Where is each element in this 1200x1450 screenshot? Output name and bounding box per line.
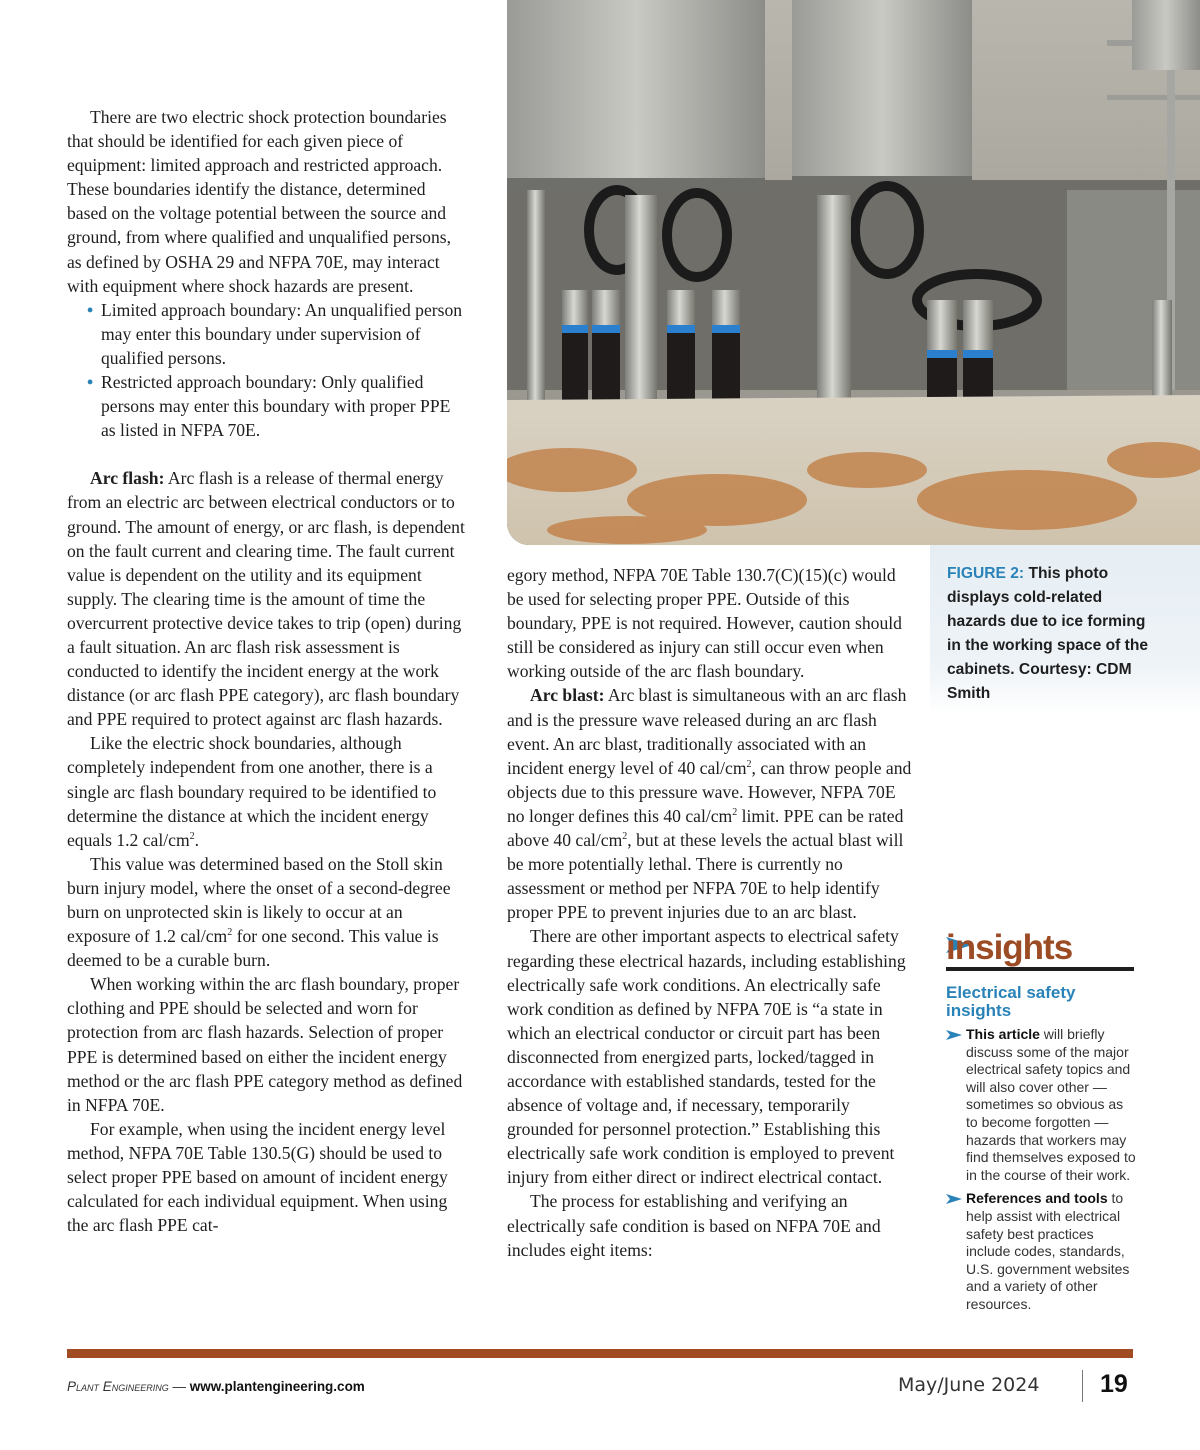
figure-caption-text: This photo displays cold-related hazards due to ice forming in the working space of the cabinets. Courtesy: CDM Smith — [947, 565, 1149, 702]
insights-sidebar — [946, 928, 1136, 1314]
paragraph-text: , but at these levels the actual blast will be more potentially lethal. There is currently no assessment or method per NFPA 70E to help identify proper PPE to prevent injuries due to an arc blast. — [507, 830, 904, 923]
insights-item — [946, 1026, 1136, 1184]
figure-label: FIGURE 2: — [947, 565, 1025, 582]
paragraph-text: Arc flash is a release of thermal energy from an electric arc between electrical conductors or to ground. The amount of energy, or arc flash, is dependent on the fault current and clearing time. The fault current value is dependent on the utility and its equipment supply. The clearing time is the amount of time the overcurrent protective device takes to trip (open) during a fault situation. An arc flash risk assessment is conducted to identify the incident energy at the work distance (or arc flash PPE category), arc flash boundary and PPE required to protect against arc flash hazards. — [67, 468, 465, 730]
paragraph: The process for establishing and verifying an electrically safe condition is based on NFPA 70E and includes eight items: — [507, 1191, 881, 1260]
footer-separator — [1082, 1370, 1083, 1402]
issue-date: May/June 2024 — [898, 1374, 1040, 1396]
footer-publication — [67, 1379, 365, 1394]
insights-header — [946, 928, 1136, 970]
insights-title: insights — [946, 928, 1073, 967]
arrow-icon — [946, 1030, 962, 1040]
paragraph-text: limit. PPE can be rated above 40 cal/cm — [507, 805, 904, 851]
left-text-column — [67, 105, 469, 1237]
paragraph: egory method, NFPA 70E Table 130.7(C)(15)(c) would be used for selecting proper PPE. Outside of this boundary, PPE is not required. However, caution should still be considered as injury can still occur even when working outside of the arc flash boundary. — [507, 565, 902, 682]
figure-caption — [947, 562, 1157, 706]
paragraph-text: for one second. This value is deemed to be a curable burn. — [67, 926, 439, 971]
insights-item-lead: References and tools — [966, 1190, 1108, 1207]
footer-dash: — — [168, 1379, 190, 1394]
middle-text-column — [507, 563, 913, 1262]
paragraph: For example, when using the incident energy level method, NFPA 70E Table 130.5(G) should be used to select proper PPE based on amount of incident energy calculated for each individual equipment. When using the arc flash PPE cat- — [67, 1118, 448, 1236]
arc-blast-heading: Arc blast: — [530, 685, 605, 706]
paragraph-text: , can throw people and objects due to this pressure wave. However, NFPA 70E no longer defines this 40 cal/cm — [507, 757, 912, 826]
figure-caption-box — [930, 545, 1200, 715]
paragraph: When working within the arc flash boundary, proper clothing and PPE should be selected and worn for protection from arc flash hazards. Selection of proper PPE is determined based on either the incident energy method or the arc flash PPE category method as defined in NFPA 70E. — [67, 974, 463, 1115]
paragraph-text: . — [194, 829, 200, 850]
superscript: 2 — [189, 830, 195, 842]
paragraph: There are two electric shock protection boundaries that should be identified for each given piece of equipment: limited approach and restricted approach. These boundaries identify the distance, determined based on the voltage potential between the source and ground, from where qualified and unqualified persons, as defined by OSHA 29 and NFPA 70E, may interact with equipment where shock hazards are present. — [67, 107, 452, 296]
superscript: 2 — [227, 927, 233, 939]
bullet-limited-approach — [67, 298, 469, 370]
paragraph-text: This value was determined based on the Stoll skin burn injury model, where the onset of a second-degree burn on unprotected skin is likely to occur at an exposure of 1.2 cal/cm — [67, 853, 451, 947]
bullet-dot: • — [87, 299, 94, 320]
publication-url[interactable]: www.plantengineering.com — [189, 1379, 365, 1394]
equipment-photo — [507, 0, 1200, 545]
paragraph — [67, 731, 469, 851]
bullet-text: Limited approach boundary: An unqualified person may enter this boundary under supervision of qualified persons. — [101, 299, 463, 368]
arrow-icon — [946, 1194, 962, 1204]
photo-illustration — [507, 0, 1200, 545]
bullet-restricted-approach — [67, 370, 469, 442]
paragraph-text: Arc blast is simultaneous with an arc flash and is the pressure wave released during an arc flash event. An arc blast, traditionally associated with an incident energy level of 40 cal/cm — [507, 685, 907, 778]
bullet-dot: • — [87, 372, 94, 393]
insights-item-text: will briefly discuss some of the major electrical safety topics and will also cover other — sometimes so obvious as to become forgotten — hazards that workers may find themselves exposed to in the course of their work. — [966, 1026, 1136, 1183]
arc-flash-heading: Arc flash: — [90, 468, 165, 489]
insights-item-lead: This article — [966, 1026, 1040, 1042]
paragraph: There are other important aspects to electrical safety regarding these electrical hazards, including establishing electrically safe work conditions. An electrically safe work condition as defined by NFPA 70E is “a state in which an electrical conductor or circuit part has been disconnected from energized parts, locked/tagged in accordance with established standards, tested for the absence of voltage and, if necessary, temporarily grounded for personnel protection.” Establishing this electrically safe work condition is employed to prevent injury from either direct or indirect electrical contact. — [507, 926, 906, 1188]
insights-item — [946, 1190, 1136, 1313]
bullet-text: Restricted approach boundary: Only qualified persons may enter this boundary with proper PPE as listed in NFPA 70E. — [101, 372, 451, 441]
publication-name: Plant Engineering — [67, 1379, 169, 1394]
insights-divider — [946, 967, 1134, 971]
superscript: 2 — [732, 807, 738, 819]
insights-item-text: to help assist with electrical safety best practices include codes, standards, U.S. government websites and a variety of other resources. — [966, 1190, 1130, 1312]
paragraph-arc-flash — [67, 466, 469, 731]
superscript: 2 — [746, 758, 752, 770]
paragraph-arc-blast — [507, 683, 913, 924]
paragraph-text: Like the electric shock boundaries, although completely independent from one another, there is a single arc flash boundary required to be identified to determine the distance at which the incident energy equals 1.2 cal/cm — [67, 733, 437, 850]
page-number: 19 — [1100, 1370, 1128, 1398]
footer-divider — [67, 1349, 1133, 1358]
superscript: 2 — [622, 831, 628, 843]
insights-subtitle: Electrical safety insights — [946, 983, 1076, 1020]
paragraph — [67, 852, 469, 972]
